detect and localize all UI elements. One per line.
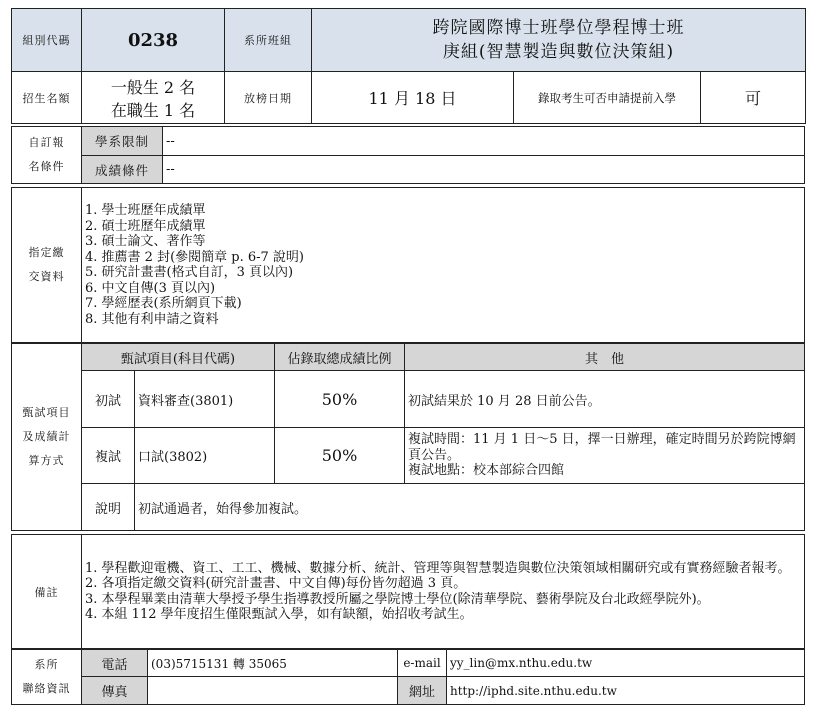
custom-requirements-label (12, 127, 82, 184)
custom-req-label-line1: 自訂報 (28, 136, 65, 149)
col-header-ratio: 佔錄取總成績比例 (275, 344, 405, 371)
list-item: 4. 本組 112 學年度招生僅限甄試入學，如有缺額，始招收考試生。 (85, 607, 473, 622)
list-item: 2. 各項指定繳交資料(研究計畫書、中文自傳)每份皆勿超過 3 頁。 (85, 576, 467, 591)
quota-line1: 一般生 2 名 (110, 77, 196, 97)
grade-condition-label: 成績條件 (82, 156, 163, 184)
group-code-label: 組別代碼 (12, 9, 82, 72)
program-title (312, 9, 806, 72)
email-label: e-mail (398, 650, 447, 677)
exam-other-time: 複試時間：11 月 1 日～5 日，擇一日辦理，確定時間另於跨院博網頁公告。 (408, 432, 796, 463)
header-table (11, 8, 806, 124)
documents-label-line1: 指定繳 (28, 246, 65, 259)
col-header-item: 甄試項目(科目代碼) (82, 344, 275, 371)
release-date: 11 月 18 日 (312, 72, 514, 124)
remarks-table (11, 534, 805, 649)
contact-label-line2: 聯絡資訊 (22, 682, 71, 695)
list-item: 6. 中文自傳(3 頁以內) (85, 280, 216, 296)
exam-ratio: 50% (275, 371, 405, 428)
exam-ratio: 50% (275, 428, 405, 484)
exam-other-place: 複試地點：校本部綜合四館 (408, 463, 565, 479)
quota-value (82, 72, 225, 124)
exam-subject: 資料審查(3801) (135, 371, 275, 428)
exam-table (11, 343, 805, 531)
documents-label (12, 188, 82, 343)
dept-limit-value: -- (163, 127, 805, 156)
list-item: 7. 學經歷表(系所網頁下載) (85, 296, 242, 311)
quota-label: 招生名額 (12, 72, 82, 124)
remarks-label: 備註 (12, 535, 82, 649)
exam-label (12, 344, 82, 531)
dept-label: 系所班組 (225, 9, 312, 72)
fax-label: 傳真 (82, 677, 148, 705)
quota-line2: 在職生 1 名 (110, 100, 196, 120)
list-item: 1. 學程歡迎電機、資工、工工、機械、數據分析、統計、管理等與智慧製造與數位決策領域相關研究或有實務經驗者報考。 (85, 560, 791, 576)
group-code: 0238 (82, 9, 225, 72)
list-item: 3. 碩士論文、著作等 (85, 234, 206, 249)
fax-value (148, 677, 398, 705)
list-item: 3. 本學程畢業由清華大學授予學生指導教授所屬之學院博士學位(除清華學院、藝術學院及台北政經學院外)。 (85, 591, 710, 607)
early-admission-label: 錄取考生可否申請提前入學 (514, 72, 701, 124)
phone-value: (03)5715131 轉 35065 (148, 650, 398, 677)
remarks-list (85, 561, 801, 623)
documents-list-cell (82, 188, 805, 343)
phone-label: 電話 (82, 650, 148, 677)
list-item: 5. 研究計畫書(格式自訂，3 頁以內) (85, 265, 294, 280)
website-label: 網址 (398, 677, 447, 705)
remarks-cell (82, 535, 805, 649)
website-link[interactable]: http://iphd.site.nthu.edu.tw (447, 677, 805, 705)
custom-requirements-table (11, 126, 805, 184)
exam-other (405, 428, 805, 484)
table-row (12, 428, 805, 484)
list-item: 4. 推薦書 2 封(參閱簡章 p. 6-7 說明) (85, 249, 305, 265)
release-label: 放榜日期 (225, 72, 312, 124)
documents-list (85, 203, 801, 327)
exam-stage: 初試 (82, 371, 135, 428)
contact-label-line1: 系所 (34, 658, 59, 671)
contact-table (11, 649, 805, 705)
contact-label (12, 650, 82, 705)
list-item: 8. 其他有利申請之資料 (85, 311, 219, 327)
documents-label-line2: 交資料 (28, 270, 65, 283)
exam-label-line2: 及成績計 (22, 430, 71, 443)
col-header-other: 其 他 (405, 344, 805, 371)
email-link[interactable]: yy_lin@mx.nthu.edu.tw (447, 650, 805, 677)
note-label: 說明 (82, 484, 135, 531)
table-row (12, 371, 805, 428)
early-admission-value: 可 (701, 72, 806, 124)
list-item: 1. 學士班歷年成績單 (85, 203, 206, 218)
exam-label-line1: 甄試項目 (22, 406, 71, 419)
grade-condition-value: -- (163, 156, 805, 184)
program-title-line1: 跨院國際博士班學位學程博士班 (432, 18, 685, 38)
program-title-line2: 庚組(智慧製造與數位決策組) (442, 42, 675, 62)
exam-label-line3: 算方式 (28, 454, 65, 467)
note-text: 初試通過者，始得參加複試。 (135, 484, 805, 531)
exam-stage: 複試 (82, 428, 135, 484)
exam-other: 初試結果於 10 月 28 日前公告。 (405, 371, 805, 428)
dept-limit-label: 學系限制 (82, 127, 163, 156)
custom-req-label-line2: 名條件 (28, 160, 65, 173)
documents-table (11, 187, 805, 343)
exam-subject: 口試(3802) (135, 428, 275, 484)
list-item: 2. 碩士班歷年成績單 (85, 218, 206, 234)
